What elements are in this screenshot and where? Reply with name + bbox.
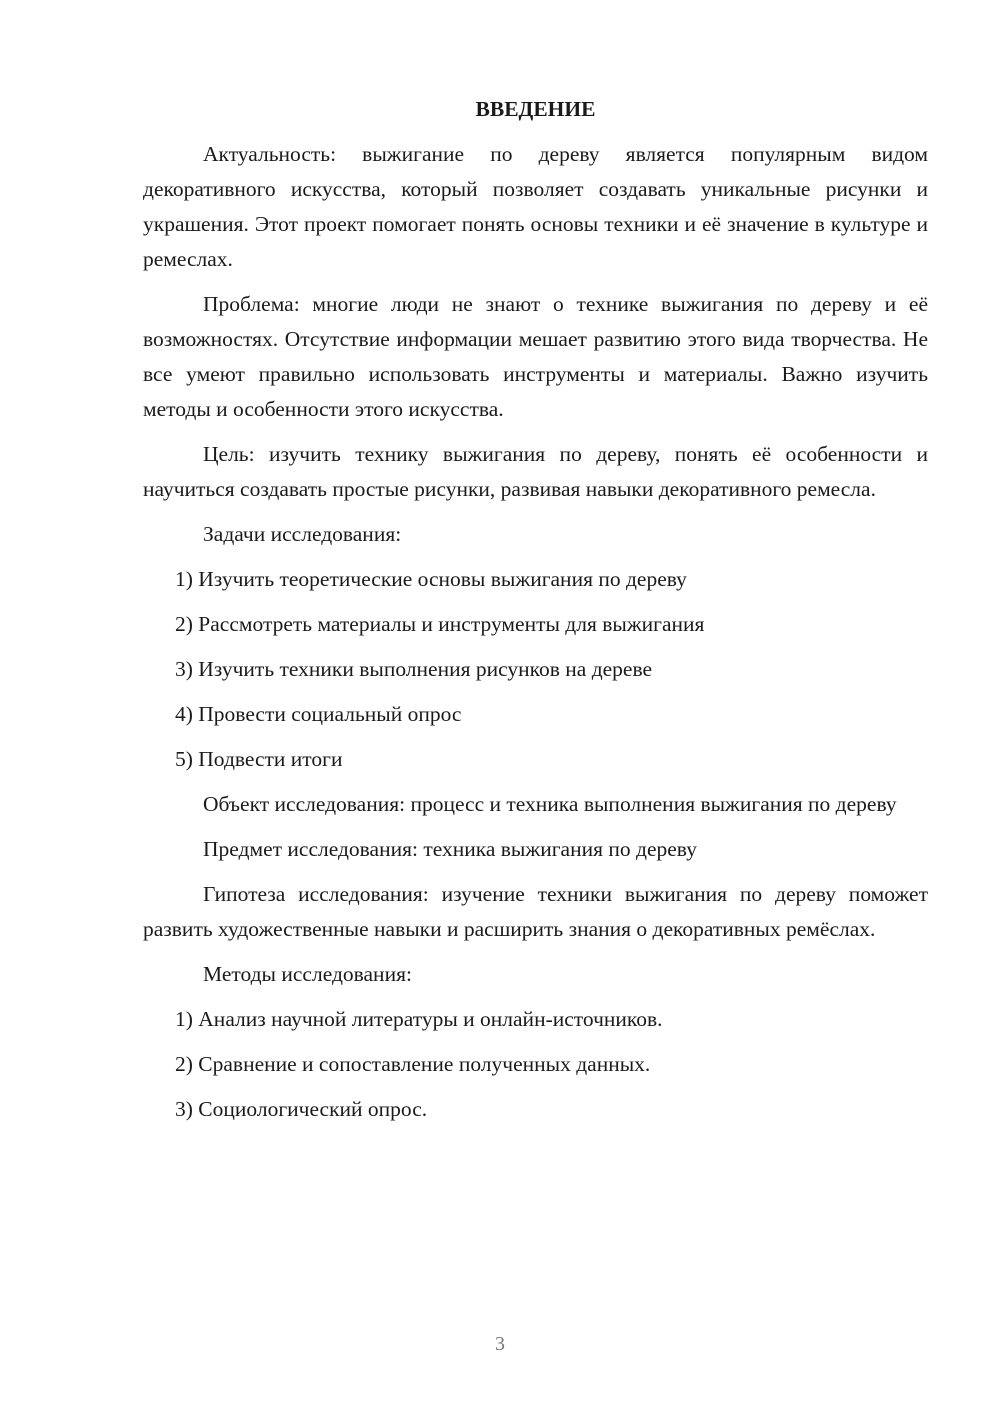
- list-item: 1) Изучить теоретические основы выжигания по дереву: [175, 567, 687, 591]
- object-paragraph: Объект исследования: процесс и техника выполнения выжигания по дереву: [203, 792, 897, 816]
- list-item: 3) Социологический опрос.: [175, 1097, 428, 1121]
- list-item: 3) Изучить техники выполнения рисунков на дереве: [175, 657, 653, 681]
- list-item: 4) Провести социальный опрос: [175, 702, 462, 726]
- list-item: 1) Анализ научной литературы и онлайн-источников.: [175, 1007, 663, 1031]
- document-page: [143, 92, 928, 1137]
- hypothesis-paragraph: Гипотеза исследования: изучение техники выжигания по дереву поможет развить художественные навыки и расширить знания о декоративных ремёслах.: [143, 882, 928, 941]
- list-item: 2) Сравнение и сопоставление полученных данных.: [175, 1052, 651, 1076]
- problem-paragraph: Проблема: многие люди не знают о технике выжигания по дереву и её возможностях. Отсутствие информации мешает развитию этого вида творчества. Не все умеют правильно использовать инструменты и материалы. Важно изучить методы и особенности этого искусства.: [143, 292, 928, 421]
- page-title: ВВЕДЕНИЕ: [475, 97, 596, 121]
- page-number: 3: [495, 1333, 505, 1355]
- methods-heading: Методы исследования:: [203, 962, 412, 986]
- list-item: 2) Рассмотреть материалы и инструменты для выжигания: [175, 612, 705, 636]
- tasks-heading: Задачи исследования:: [203, 522, 402, 546]
- goal-paragraph: Цель: изучить технику выжигания по дереву, понять её особенности и научиться создавать простые рисунки, развивая навыки декоративного ремесла.: [143, 442, 928, 501]
- list-item: 5) Подвести итоги: [175, 747, 343, 771]
- subject-paragraph: Предмет исследования: техника выжигания по дереву: [203, 837, 697, 861]
- tasks-list: [143, 562, 928, 777]
- relevance-paragraph: Актуальность: выжигание по дереву является популярным видом декоративного искусства, который позволяет создавать уникальные рисунки и украшения. Этот проект помогает понять основы техники и её значение в культуре и ремеслах.: [143, 142, 928, 271]
- methods-list: [143, 1002, 928, 1127]
